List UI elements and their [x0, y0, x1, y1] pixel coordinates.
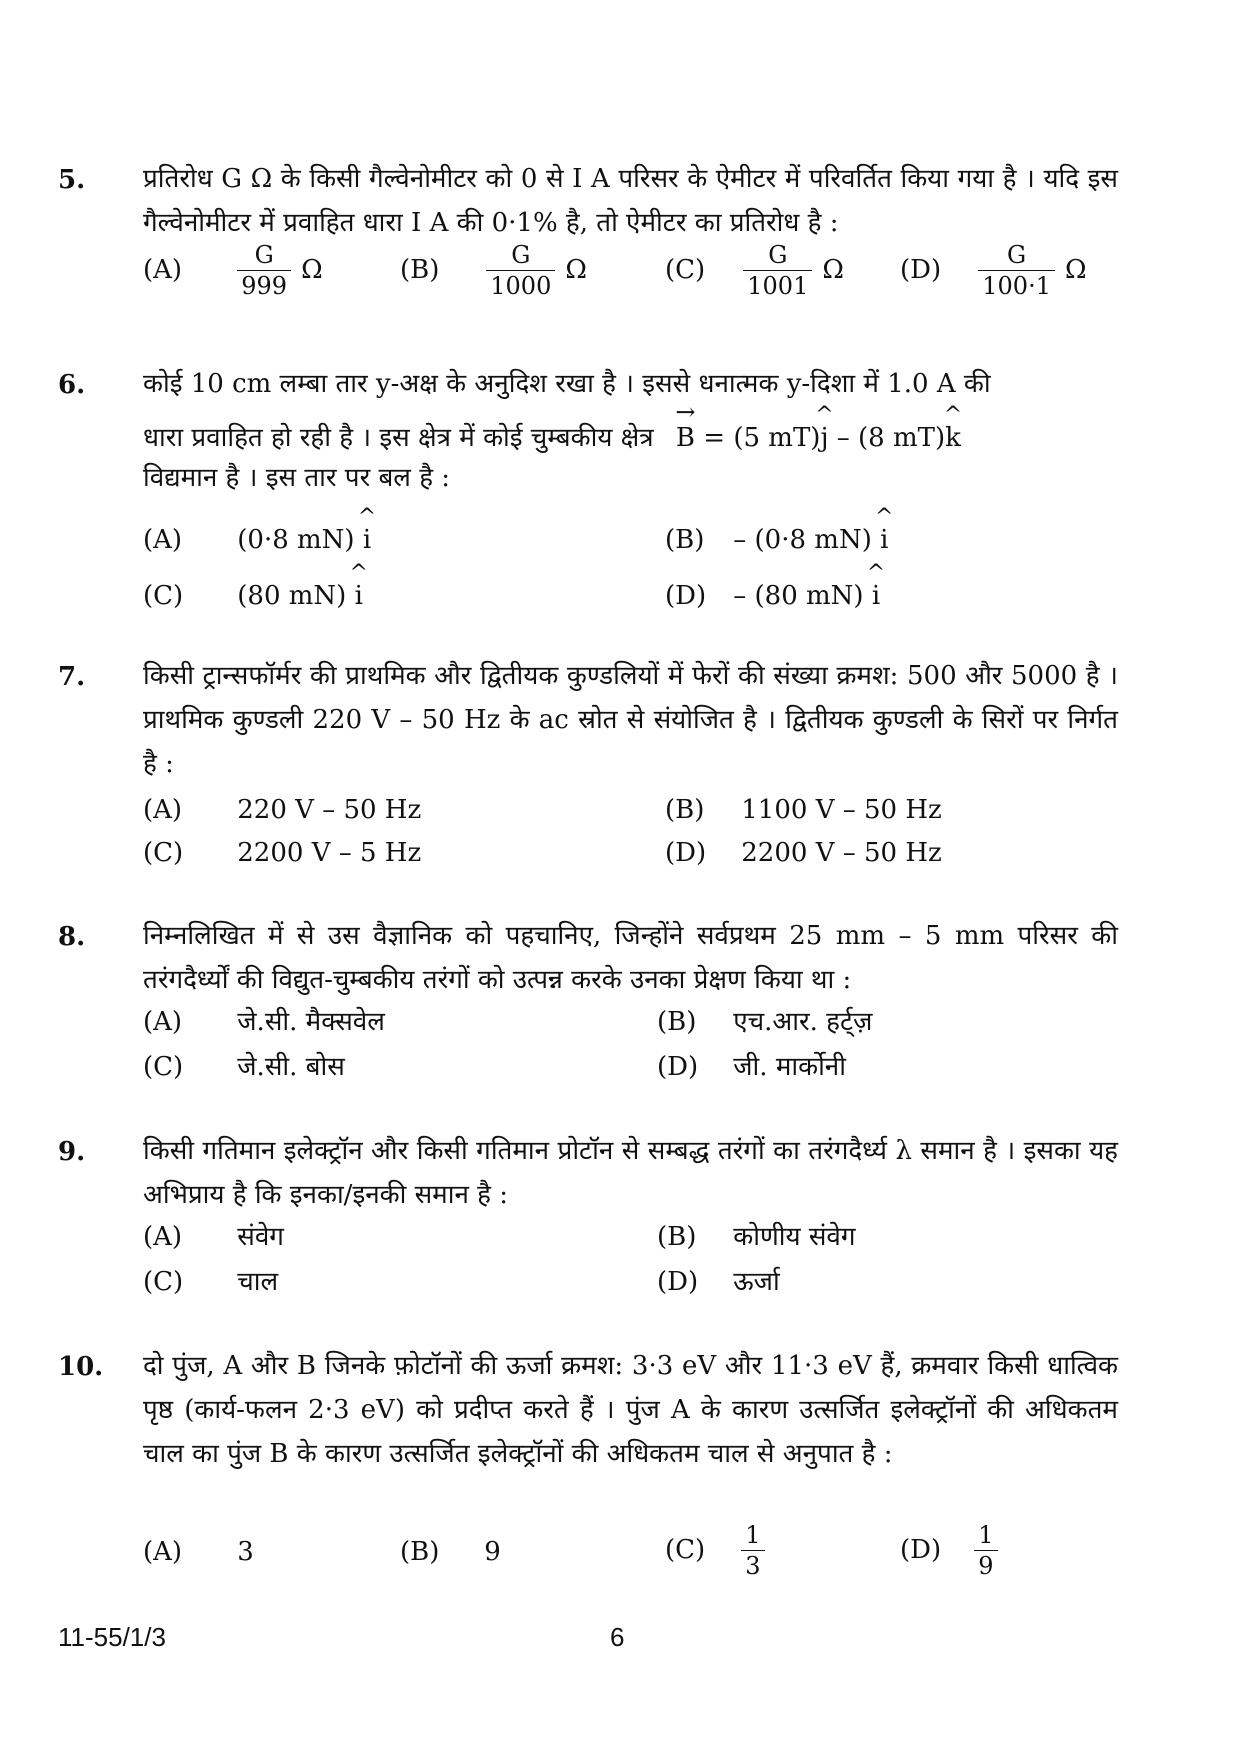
- question-text-line-2: [143, 416, 1118, 460]
- option-value: (80 mN): [237, 581, 347, 611]
- page-number: 6: [610, 1622, 625, 1652]
- option-value: 3: [237, 1537, 254, 1567]
- option-label: (C): [143, 838, 184, 868]
- numerator: G: [1007, 241, 1027, 269]
- option-value: कोणीय संवेग: [733, 1222, 856, 1252]
- question-number: 10.: [58, 1352, 104, 1382]
- option-c: [143, 1047, 345, 1087]
- option-label: (D): [900, 1534, 942, 1565]
- fraction: [974, 1520, 997, 1581]
- option-value: जे.सी. बोस: [237, 1052, 345, 1082]
- option-label: (A): [143, 1007, 183, 1037]
- option-c: [143, 1262, 278, 1302]
- numerator: G: [768, 241, 788, 269]
- unit-vector-k: ^ k: [945, 416, 961, 460]
- question-number: 8.: [58, 922, 86, 952]
- unit-vector-i: ^ i: [363, 520, 371, 560]
- question-text: निम्नलिखित में से उस वैज्ञानिक को पहचानिए, जिन्होंने सर्वप्रथम 25 mm – 5 mm परिसर की तरंगदैर्ध्यों की विद्युत-चुम्बकीय तरंगों को उत्पन्न करके उनका प्रेक्षण किया था :: [143, 921, 1118, 995]
- question-text-line-3: विद्यमान है । इस तार पर बल है :: [143, 463, 451, 493]
- option-label: (D): [900, 254, 942, 285]
- unit-vector-i: ^ i: [880, 520, 888, 560]
- option-a: [143, 520, 371, 560]
- option-value: चाल: [237, 1267, 279, 1297]
- magnetic-field-symbol: → B: [676, 416, 695, 460]
- text-fragment: धारा प्रवाहित हो रही है । इस क्षेत्र में कोई चुम्बकीय क्षेत्र: [143, 423, 654, 453]
- denominator: 1001: [743, 270, 812, 301]
- option-label: (C): [143, 1052, 184, 1082]
- option-value: 9: [484, 1537, 501, 1567]
- unit-vector-i: ^ i: [872, 576, 880, 616]
- option-value: 2200 V – 5 Hz: [237, 838, 422, 868]
- unit: Ω: [301, 254, 323, 285]
- option-d: [657, 1262, 780, 1302]
- fraction: [743, 240, 812, 301]
- question-number: 6.: [58, 370, 86, 400]
- unit: Ω: [822, 254, 844, 285]
- option-label: (B): [400, 254, 440, 285]
- unit-vector-i: ^ i: [355, 576, 363, 616]
- option-b: [665, 520, 888, 560]
- fraction: [486, 240, 555, 301]
- option-label: (A): [143, 1537, 183, 1567]
- option-b: [400, 240, 587, 301]
- unit: Ω: [565, 254, 587, 285]
- option-label: (C): [665, 254, 706, 285]
- numerator: 1: [745, 1521, 761, 1549]
- numerator: 1: [978, 1521, 994, 1549]
- option-value: – (80 mN): [733, 581, 864, 611]
- option-label: (A): [143, 795, 183, 825]
- option-b: [400, 1532, 501, 1572]
- denominator: 999: [237, 270, 291, 301]
- option-value: 1100 V – 50 Hz: [741, 795, 942, 825]
- option-label: (D): [657, 1052, 699, 1082]
- numerator: G: [511, 241, 531, 269]
- option-value: संवेग: [237, 1222, 284, 1252]
- question-text: दो पुंज, A और B जिनके फ़ोटॉनों की ऊर्जा क्रमश: 3·3 eV और 11·3 eV हैं, क्रमवार किसी धात्विक पृष्ठ (कार्य-फलन 2·3 eV) को प्रदीप्त करते हैं । पुंज A के कारण उत्सर्जित इलेक्ट्रॉनों की अधिकतम चाल का पुंज B के कारण उत्सर्जित इलेक्ट्रॉनों की अधिकतम चाल से अनुपात है :: [143, 1351, 1118, 1469]
- denominator: 100·1: [978, 270, 1055, 301]
- question-text: प्रतिरोध G Ω के किसी गैल्वेनोमीटर को 0 से I A परिसर के ऐमीटर में परिवर्तित किया गया है । यदि इस गैल्वेनोमीटर में प्रवाहित धारा I A की 0·1% है, तो ऐमीटर का प्रतिरोध है :: [143, 164, 1118, 238]
- option-a: [143, 1217, 284, 1257]
- option-a: [143, 1532, 254, 1572]
- option-label: (A): [143, 1222, 183, 1252]
- option-value: 220 V – 50 Hz: [237, 795, 422, 825]
- fraction: [237, 240, 291, 301]
- option-b: [657, 1217, 856, 1257]
- question-number: 7.: [58, 662, 86, 692]
- option-label: (B): [657, 1007, 697, 1037]
- denominator: 1000: [486, 270, 555, 301]
- option-c: [665, 1520, 765, 1581]
- denominator: 9: [974, 1550, 997, 1581]
- option-a: [143, 1002, 385, 1042]
- option-label: (D): [665, 838, 707, 868]
- option-value: ऊर्जा: [733, 1267, 780, 1297]
- option-value: (0·8 mN): [237, 525, 355, 555]
- field-term-1: = (5 mT): [703, 423, 821, 453]
- option-label: (A): [143, 525, 183, 555]
- option-b: [657, 1002, 872, 1042]
- paper-code: 11-55/1/3: [58, 1622, 166, 1652]
- option-value: एच.आर. हर्ट्ज़: [733, 1007, 873, 1037]
- question-number: 5.: [58, 165, 86, 195]
- option-label: (B): [665, 525, 705, 555]
- option-label: (B): [400, 1537, 440, 1567]
- option-d: [900, 240, 1087, 301]
- option-d: [665, 576, 880, 616]
- question-text: किसी गतिमान इलेक्ट्रॉन और किसी गतिमान प्रोटॉन से सम्बद्ध तरंगों का तरंगदैर्ध्य λ समान है । इसका यह अभिप्राय है कि इनका/इनकी समान है :: [143, 1136, 1118, 1210]
- option-label: (A): [143, 254, 183, 285]
- unit: Ω: [1064, 254, 1087, 285]
- option-c: [665, 240, 844, 301]
- question-text-line-1: कोई 10 cm लम्बा तार y-अक्ष के अनुदिश रखा है । इससे धनात्मक y-दिशा में 1.0 A की: [143, 369, 991, 399]
- option-label: (C): [665, 1534, 706, 1565]
- field-term-2: – (8 mT): [836, 423, 946, 453]
- option-label: (C): [143, 1267, 184, 1297]
- option-d: [657, 1047, 846, 1087]
- question-text: किसी ट्रान्सफॉर्मर की प्राथमिक और द्वितीयक कुण्डलियों में फेरों की संख्या क्रमश: 500 और 5000 है । प्राथमिक कुण्डली 220 V – 50 Hz के ac स्रोत से संयोजित है । द्वितीयक कुण्डली के सिरों पर निर्गत है :: [143, 661, 1118, 779]
- option-d: [900, 1520, 998, 1581]
- fraction: [978, 240, 1055, 301]
- option-c: [143, 576, 363, 616]
- denominator: 3: [741, 1550, 764, 1581]
- option-value: – (0·8 mN): [733, 525, 872, 555]
- question-number: 9.: [58, 1137, 86, 1167]
- option-label: (C): [143, 581, 184, 611]
- option-a: [143, 790, 421, 830]
- unit-vector-j: ^ j: [820, 416, 828, 460]
- option-value: 2200 V – 50 Hz: [741, 838, 942, 868]
- option-label: (D): [665, 581, 707, 611]
- option-b: [665, 790, 942, 830]
- option-label: (B): [657, 1222, 697, 1252]
- fraction: [741, 1520, 764, 1581]
- numerator: G: [254, 241, 274, 269]
- option-value: जी. मार्कोनी: [733, 1052, 846, 1082]
- option-value: जे.सी. मैक्सवेल: [237, 1007, 385, 1037]
- option-a: [143, 240, 323, 301]
- option-d: [665, 833, 942, 873]
- option-c: [143, 833, 421, 873]
- option-label: (D): [657, 1267, 699, 1297]
- option-label: (B): [665, 795, 705, 825]
